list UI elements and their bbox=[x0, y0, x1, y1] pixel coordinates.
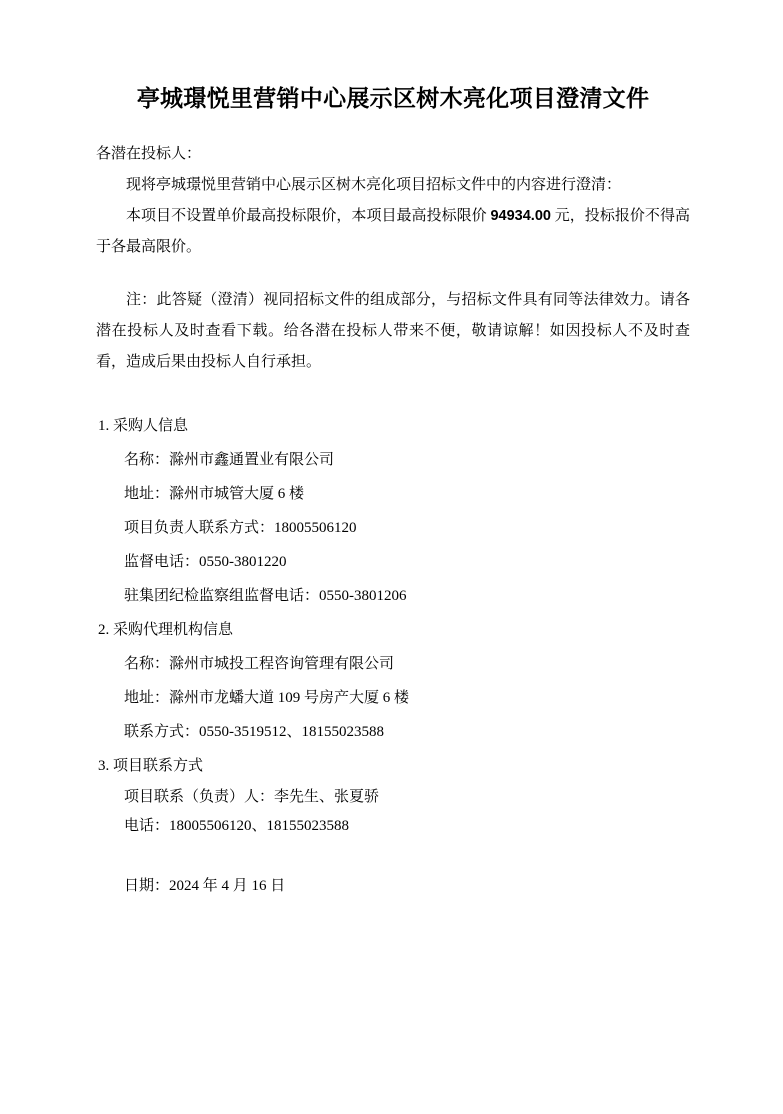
agency-address: 地址：滁州市龙蟠大道 109 号房产大厦 6 楼 bbox=[124, 690, 410, 706]
section-project-contact bbox=[96, 749, 690, 841]
note-paragraph: 注：此答疑（澄清）视同招标文件的组成部分，与招标文件具有同等法律效力。请各潜在投标人及时查看下载。给各潜在投标人带来不便，敬请谅解！如因投标人不及时查看，造成后果由投标人自行承担。 bbox=[96, 292, 690, 370]
date-line: 日期：2024 年 4 月 16 日 bbox=[124, 878, 286, 894]
section-heading: 1. 采购人信息 bbox=[98, 418, 189, 434]
document-title: 亭城璟悦里营销中心展示区树木亮化项目澄清文件 bbox=[136, 86, 650, 111]
section-heading: 3. 项目联系方式 bbox=[98, 758, 204, 774]
purchaser-discipline-phone: 驻集团纪检监察组监督电话：0550-3801206 bbox=[124, 588, 407, 604]
price-paragraph bbox=[96, 201, 690, 263]
price-value: 94934.00 bbox=[490, 208, 551, 224]
section-agency-info bbox=[96, 613, 690, 749]
agency-contact: 联系方式：0550-3519512、18155023588 bbox=[124, 724, 384, 740]
price-text-prefix: 本项目不设置单价最高投标限价，本项目最高投标限价 bbox=[126, 208, 491, 224]
intro-paragraph: 现将亭城璟悦里营销中心展示区树木亮化项目招标文件中的内容进行澄清： bbox=[126, 177, 622, 193]
salutation-line: 各潜在投标人： bbox=[96, 146, 202, 162]
purchaser-supervision-phone: 监督电话：0550-3801220 bbox=[124, 554, 287, 570]
price-text-suffix: 元，投标报价不得高于各最高限价。 bbox=[96, 208, 690, 255]
section-purchaser-info bbox=[96, 409, 690, 613]
project-contact-phones: 电话：18005506120、18155023588 bbox=[124, 818, 350, 834]
project-contact-persons: 项目联系（负责）人：李先生、张夏骄 bbox=[124, 789, 380, 805]
purchaser-name: 名称：滁州市鑫通置业有限公司 bbox=[124, 452, 335, 468]
purchaser-address: 地址：滁州市城管大厦 6 楼 bbox=[124, 486, 305, 502]
section-heading: 2. 采购代理机构信息 bbox=[98, 622, 234, 638]
purchaser-project-contact: 项目负责人联系方式：18005506120 bbox=[124, 520, 357, 536]
agency-name: 名称：滁州市城投工程咨询管理有限公司 bbox=[124, 656, 395, 672]
